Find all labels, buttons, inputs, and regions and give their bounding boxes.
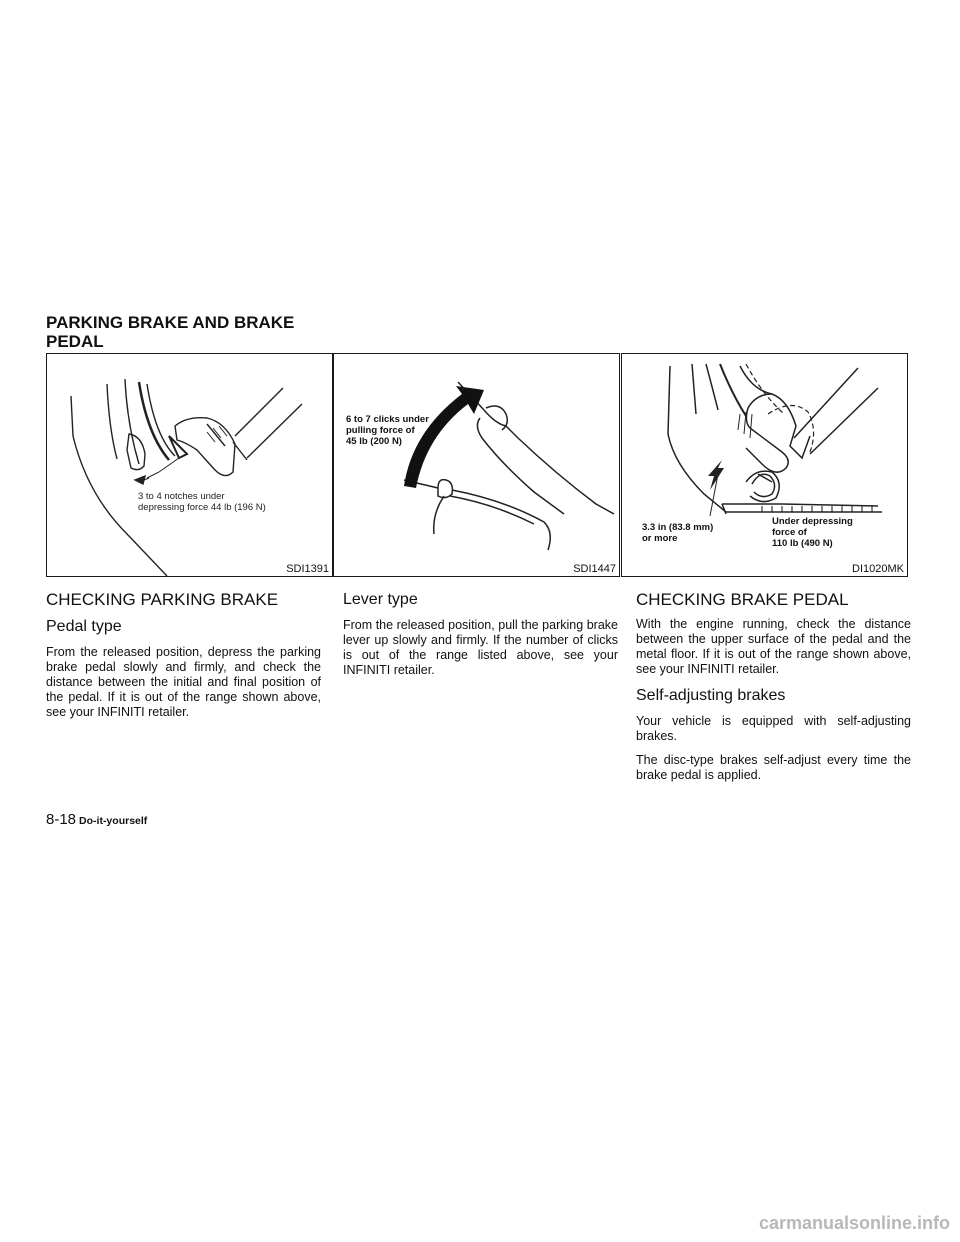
annotation-line: pulling force of — [346, 425, 415, 436]
heading-checking-parking-brake: CHECKING PARKING BRAKE — [46, 590, 279, 609]
paragraph-brake-pedal: With the engine running, check the distance between the upper surface of the pedal and the metal floor. If it is out of the range shown above, see your INFINITI retailer. — [636, 617, 911, 676]
figure-annotation — [138, 491, 266, 513]
lever-illustration — [334, 354, 619, 576]
figure-lever-parking-brake — [333, 353, 620, 577]
chapter-name: Do-it-yourself — [79, 815, 148, 827]
paragraph-self-adjusting-2: The disc-type brakes self-adjust every time the brake pedal is applied. — [636, 753, 911, 782]
subheading-pedal-type: Pedal type — [46, 618, 122, 635]
page-number: 8-18 — [46, 811, 77, 828]
figure-brake-pedal — [621, 353, 908, 577]
annotation-line: depressing force 44 lb (196 N) — [138, 502, 266, 513]
heading-checking-brake-pedal: CHECKING BRAKE PEDAL — [636, 590, 849, 609]
annotation-line: Under depressing — [772, 516, 853, 527]
figure-code: SDI1391 — [286, 563, 329, 575]
paragraph-pedal-type: From the released position, depress the parking brake pedal slowly and firmly, and check the distance between the initial and final position of the pedal. If it is out of the range shown above, see your INFINITI retailer. — [46, 645, 321, 719]
page-footer — [46, 811, 147, 829]
watermark: carmanualsonline.info — [758, 1213, 950, 1233]
subheading-lever-type: Lever type — [343, 591, 418, 608]
annotation-line: 6 to 7 clicks under — [346, 414, 429, 425]
paragraph-self-adjusting-1: Your vehicle is equipped with self-adjusting brakes. — [636, 714, 911, 743]
column-right — [636, 590, 911, 792]
annotation-line: or more — [642, 533, 678, 544]
subheading-self-adjusting-brakes: Self-adjusting brakes — [636, 687, 786, 704]
column-middle — [343, 590, 618, 687]
pedal-illustration — [47, 354, 332, 576]
annotation-line: 3.3 in (83.8 mm) — [642, 522, 714, 533]
annotation-line: force of — [772, 527, 807, 538]
figure-annotation — [346, 414, 429, 447]
figure-annotation-distance — [642, 522, 713, 544]
paragraph-lever-type: From the released position, pull the parking brake lever up slowly and firmly. If the number of clicks is out of the range listed above, see your INFINITI retailer. — [343, 618, 618, 677]
column-left — [46, 590, 321, 729]
annotation-line: 110 lb (490 N) — [772, 538, 833, 549]
figure-code: DI1020MK — [852, 563, 904, 575]
figure-pedal-parking-brake — [46, 353, 333, 577]
section-title: PARKING BRAKE AND BRAKE PEDAL — [46, 313, 295, 351]
annotation-line: 3 to 4 notches under — [138, 491, 225, 502]
annotation-line: 45 lb (200 N) — [346, 436, 402, 447]
figure-annotation-force — [772, 516, 853, 549]
figure-code: SDI1447 — [573, 563, 616, 575]
